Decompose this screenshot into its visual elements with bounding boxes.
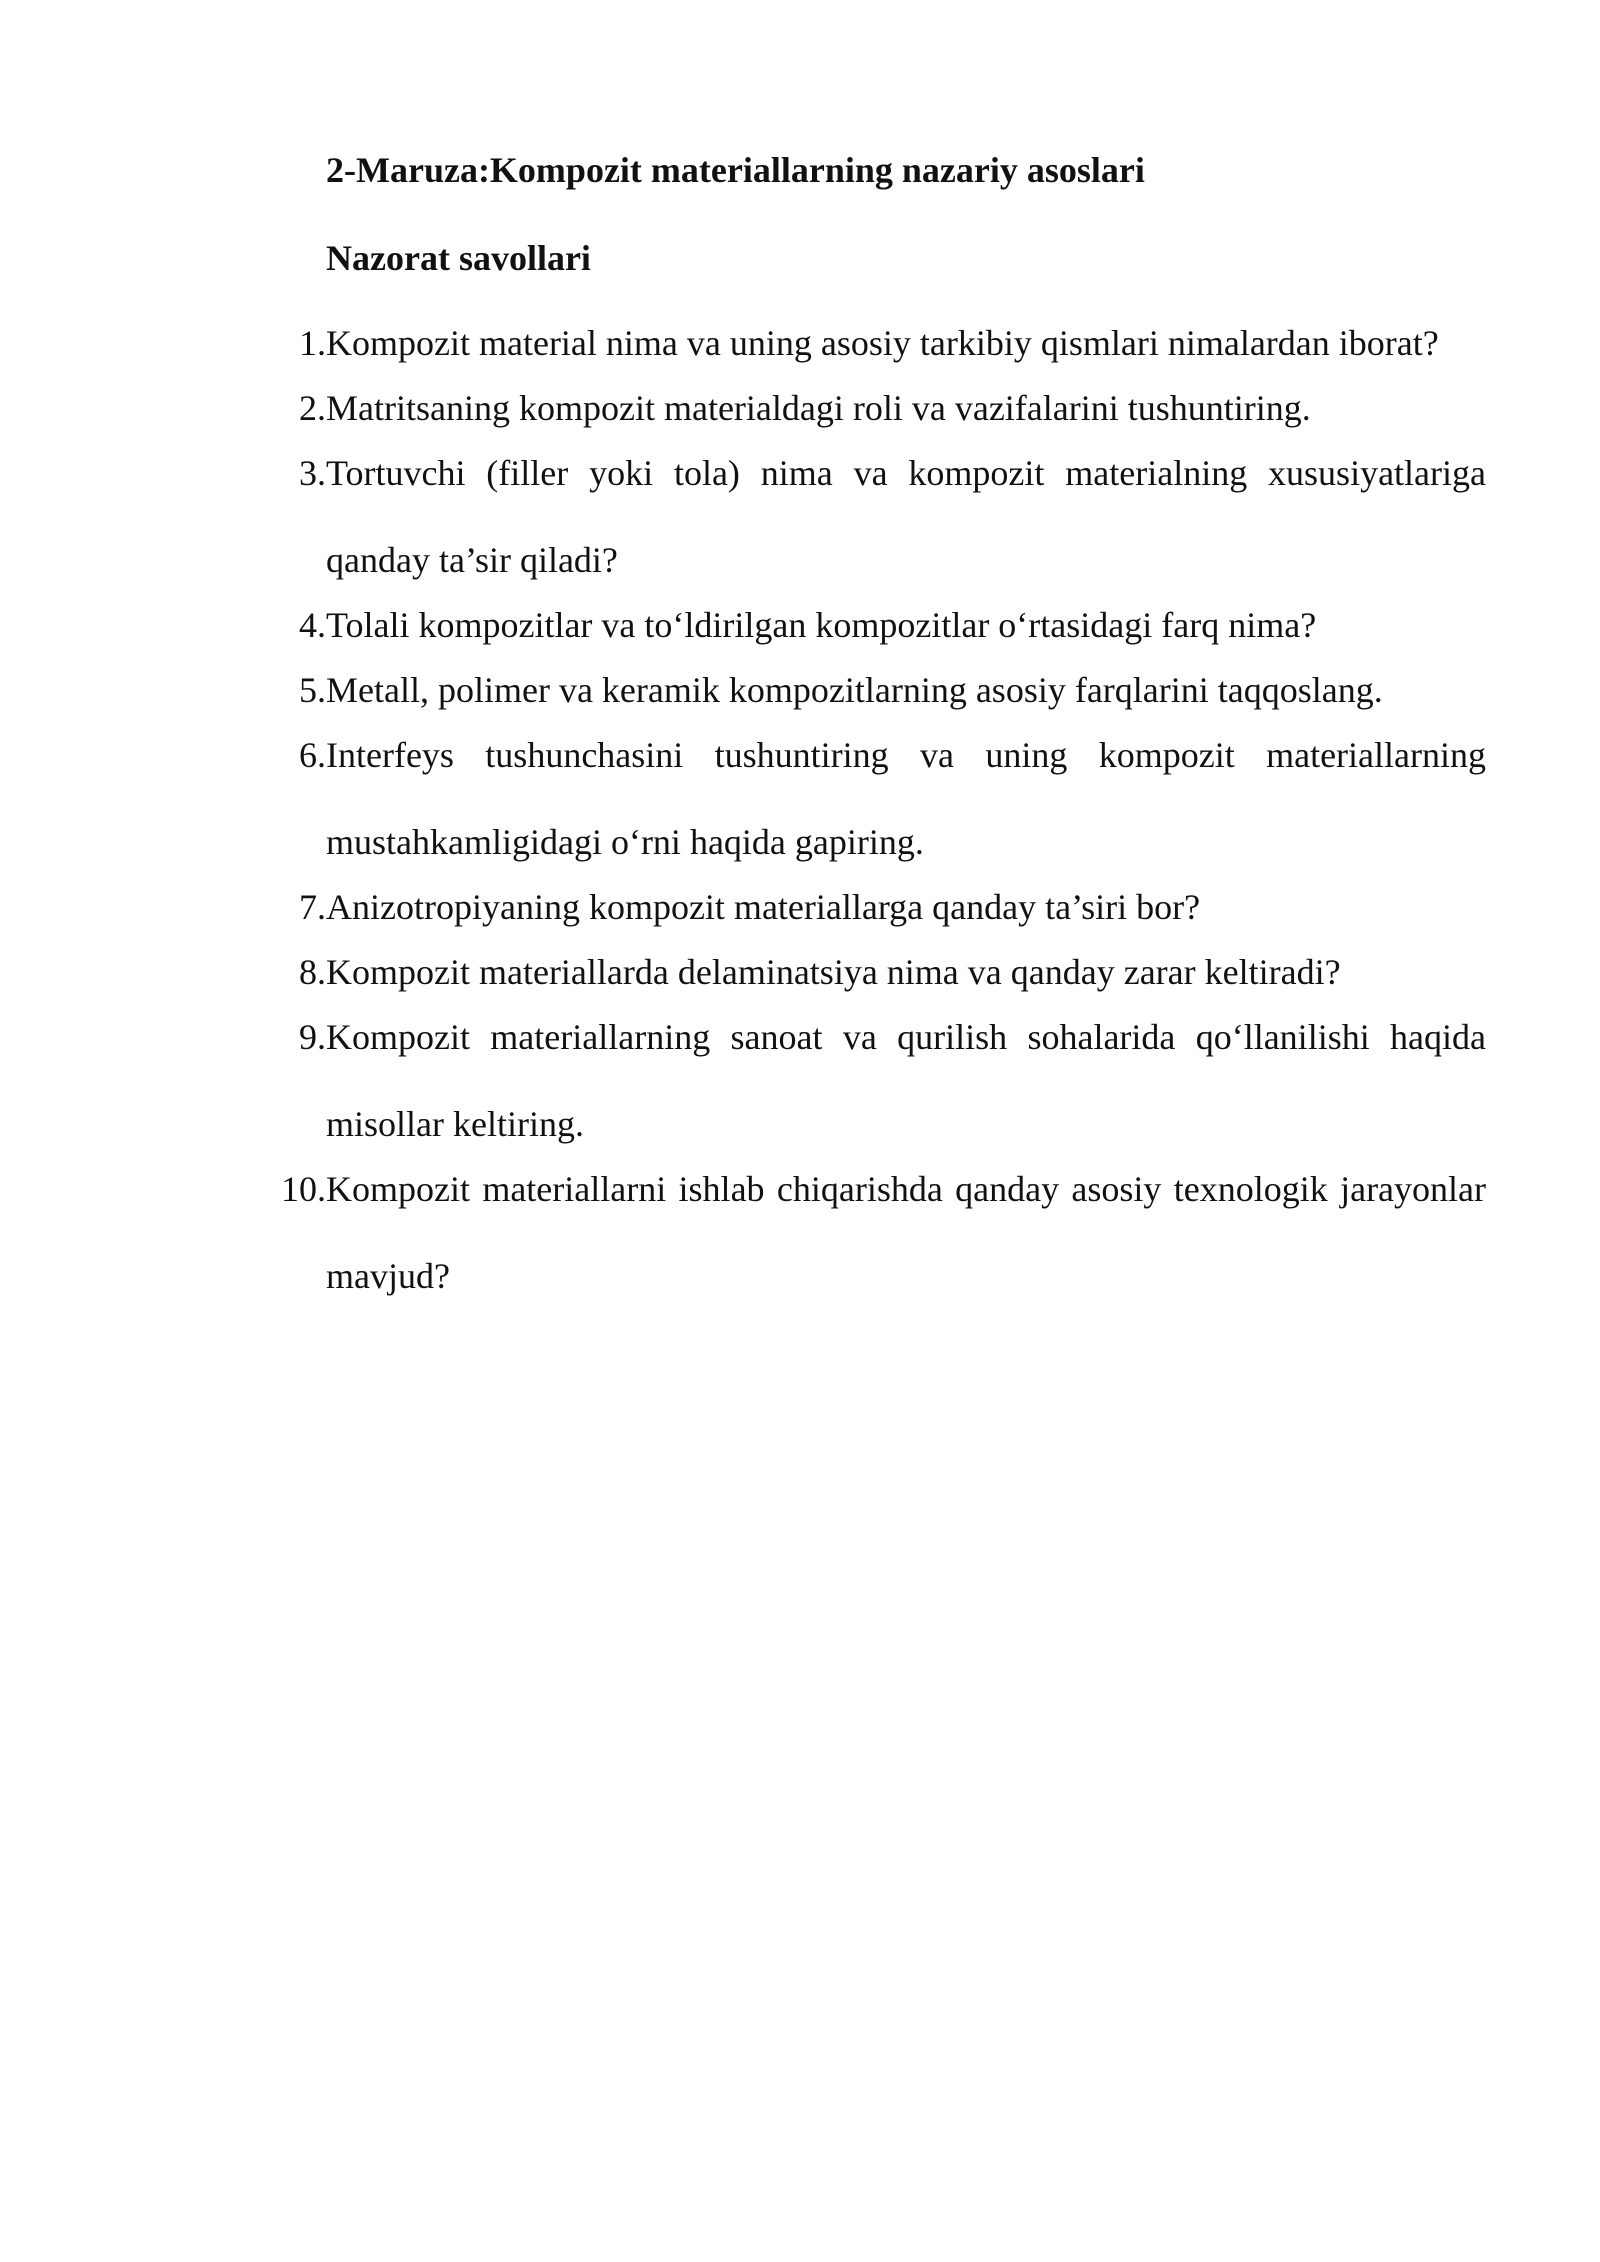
- list-item: [276, 712, 1486, 886]
- list-item-text: Matritsaning kompozit materialdagi roli va vazifalarini tushuntiring.: [326, 388, 1311, 428]
- list-item-number: 7.: [299, 887, 326, 927]
- section-title: Nazorat savollari: [326, 238, 591, 278]
- list-item-number: 8.: [299, 952, 326, 992]
- list-item: [276, 994, 1486, 1168]
- list-item-text: Kompozit materiallarni ishlab chiqarishda qanday asosiy texnologik jarayonlar mavjud?: [326, 1169, 1486, 1296]
- list-item-number: 3.: [299, 453, 326, 493]
- list-item-number: 10.: [281, 1169, 326, 1209]
- list-item-text: Kompozit materiallarning sanoat va qurilish sohalarida qo‘llanilishi haqida misollar keltiring.: [326, 1017, 1486, 1144]
- list-item-text: Tortuvchi (filler yoki tola) nima va kompozit materialning xususiyatlariga qanday ta’sir qiladi?: [326, 453, 1486, 580]
- list-item-text: Metall, polimer va keramik kompozitlarning asosiy farqlarini taqqoslang.: [326, 670, 1383, 710]
- list-item-text: Kompozit materiallarda delaminatsiya nima va qanday zarar keltiradi?: [326, 952, 1341, 992]
- list-item-number: 2.: [299, 388, 326, 428]
- questions-list: [276, 300, 1486, 1320]
- list-item-text: Kompozit material nima va uning asosiy tarkibiy qismlari nimalardan iborat?: [326, 323, 1439, 363]
- document-body: [276, 148, 1486, 1320]
- list-item-number: 6.: [299, 735, 326, 775]
- lecture-title: 2-Maruza:Kompozit materiallarning nazariy asoslari: [326, 150, 1145, 190]
- list-item-text: Anizotropiyaning kompozit materiallarga qanday ta’siri bor?: [326, 887, 1201, 927]
- list-item-text: Interfeys tushunchasini tushuntiring va uning kompozit materiallarning mustahkamligidagi o‘rni haqida gapiring.: [326, 735, 1486, 862]
- list-item-number: 5.: [299, 670, 326, 710]
- list-item-number: 9.: [299, 1017, 326, 1057]
- list-item: [276, 430, 1486, 604]
- list-item: [276, 1146, 1486, 1320]
- list-item-number: 1.: [299, 323, 326, 363]
- list-item-text: Tolali kompozitlar va to‘ldirilgan kompozitlar o‘rtasidagi farq nima?: [326, 605, 1317, 645]
- list-item-number: 4.: [299, 605, 326, 645]
